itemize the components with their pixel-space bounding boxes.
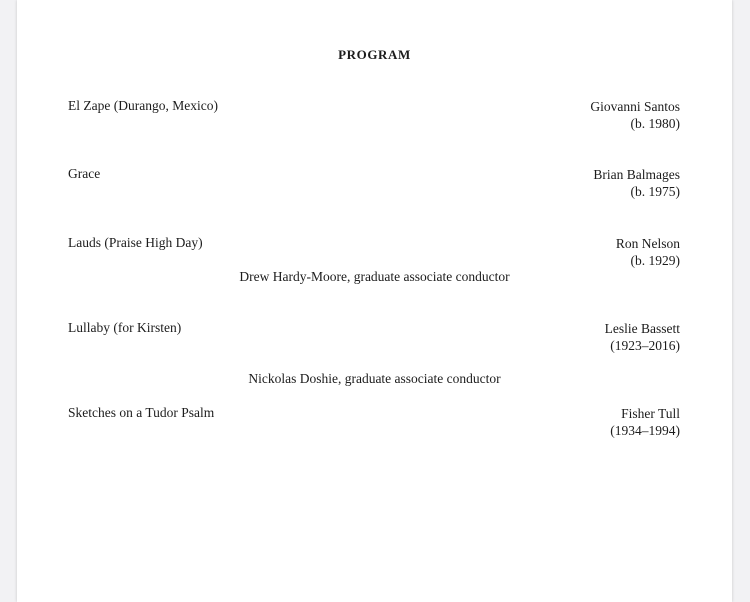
piece-title: Lauds (Praise High Day) <box>68 235 203 250</box>
composer-dates: (1923–2016) <box>610 338 680 353</box>
composer-dates: (b. 1980) <box>630 116 680 131</box>
composer-block <box>610 405 680 439</box>
associate-conductor: Nickolas Doshie, graduate associate conductor <box>248 371 501 386</box>
program-title: PROGRAM <box>338 47 411 62</box>
composer-block <box>590 98 680 132</box>
composer-dates: (1934–1994) <box>610 423 680 438</box>
composer-name: Ron Nelson <box>615 236 680 251</box>
program-page <box>17 0 732 602</box>
composer-block <box>616 235 680 269</box>
composer-name: Giovanni Santos <box>590 99 680 114</box>
composer-block <box>605 320 680 354</box>
composer-block <box>593 166 680 200</box>
composer-dates: (b. 1975) <box>630 184 680 199</box>
composer-name: Fisher Tull <box>621 406 680 421</box>
composer-dates: (b. 1929) <box>630 253 680 268</box>
piece-title: Lullaby (for Kirsten) <box>68 320 182 335</box>
piece-title: Grace <box>68 166 101 181</box>
piece-title: Sketches on a Tudor Psalm <box>68 405 215 420</box>
associate-conductor: Drew Hardy-Moore, graduate associate conductor <box>239 269 510 284</box>
composer-name: Leslie Bassett <box>604 321 680 336</box>
composer-name: Brian Balmages <box>593 167 680 182</box>
piece-title: El Zape (Durango, Mexico) <box>68 98 218 113</box>
